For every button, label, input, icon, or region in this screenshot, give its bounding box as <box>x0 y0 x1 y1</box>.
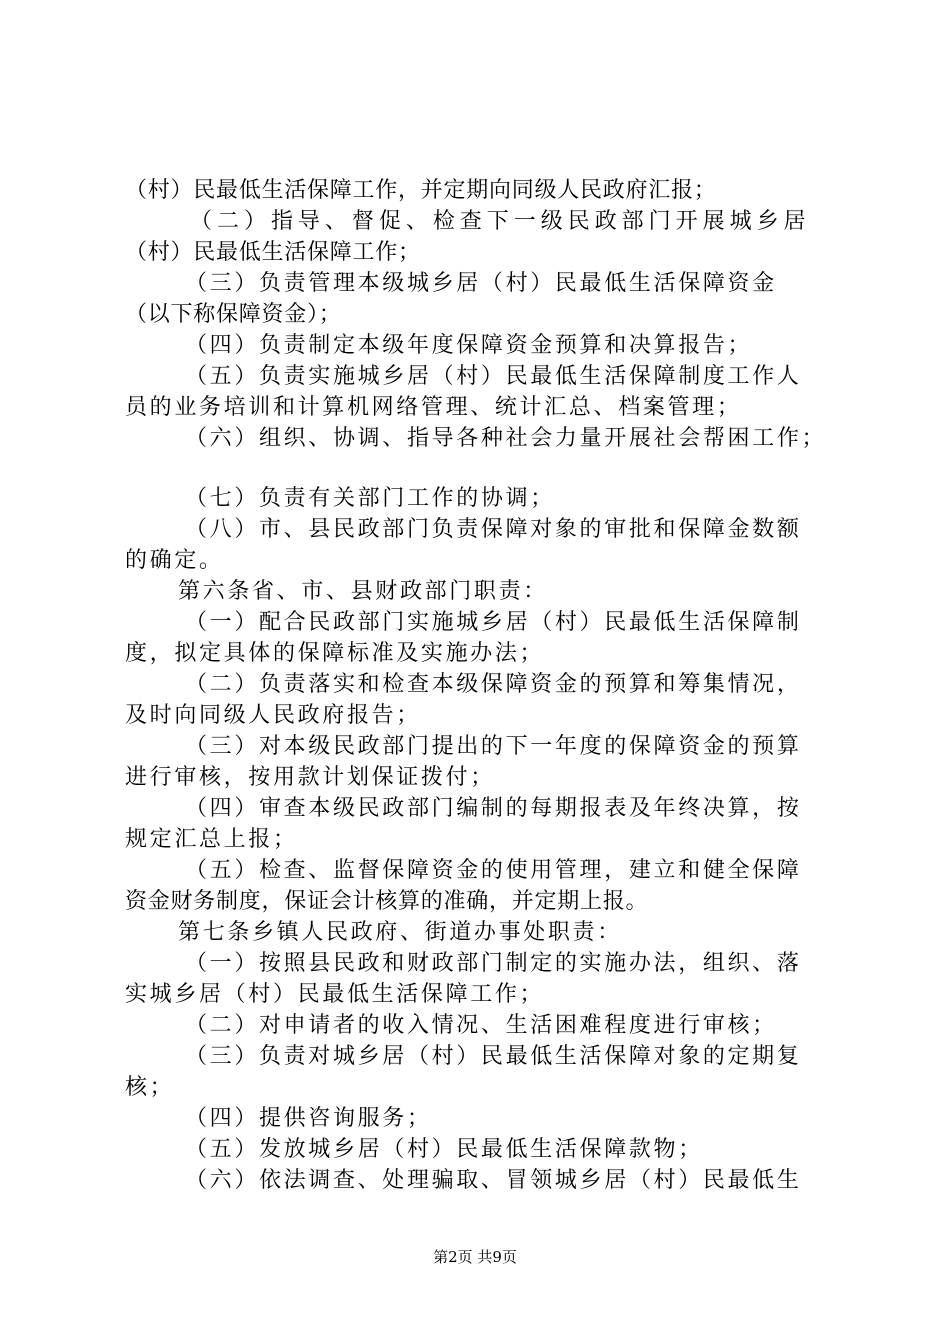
text-line: （六）组织、协调、指导各种社会力量开展社会帮困工作； <box>185 426 827 451</box>
text-line: （五）发放城乡居（村）民最低生活保障款物； <box>185 1137 703 1162</box>
text-line: 核； <box>125 1075 175 1100</box>
text-line: （一）按照县民政和财政部门制定的实施办法，组织、落 <box>185 951 802 976</box>
text-line: 规定汇总上报； <box>125 827 298 852</box>
section-heading: 第六条省、市、县财政部门职责： <box>178 579 548 604</box>
text-line: （四）负责制定本级年度保障资金预算和决算报告； <box>185 333 753 358</box>
text-line: 及时向同级人民政府报告； <box>125 703 421 728</box>
text-line: （二）指导、督促、检查下一级民政部门开展城乡居 <box>190 209 811 234</box>
text-line: （村）民最低生活保障工作； <box>125 240 421 265</box>
text-line: 资金财务制度，保证会计核算的准确，并定期上报。 <box>125 889 649 914</box>
text-line: （一）配合民政部门实施城乡居（村）民最低生活保障制 <box>185 610 802 635</box>
text-line: 员的业务培训和计算机网络管理、统计汇总、档案管理； <box>125 395 742 420</box>
page-number-footer: 第2页 共9页 <box>433 1248 517 1266</box>
text-line: （四）提供咨询服务； <box>185 1106 432 1131</box>
text-line: （村）民最低生活保障工作，并定期向同级人民政府汇报； <box>125 178 717 203</box>
text-line: （三）负责对城乡居（村）民最低生活保障对象的定期复 <box>185 1044 802 1069</box>
text-line: 的确定。 <box>125 548 224 573</box>
text-line: 进行审核，按用款计划保证拨付； <box>125 765 495 790</box>
text-line: （二）对申请者的收入情况、生活困难程度进行审核； <box>185 1013 777 1038</box>
text-line: （二）负责落实和检查本级保障资金的预算和筹集情况， <box>185 672 802 697</box>
text-line: （三）对本级民政部门提出的下一年度的保障资金的预算 <box>185 734 802 759</box>
text-line: （以下称保障资金）； <box>125 302 342 327</box>
text-line: （五）负责实施城乡居（村）民最低生活保障制度工作人 <box>185 364 802 389</box>
text-line: 实城乡居（村）民最低生活保障工作； <box>125 982 545 1007</box>
text-line: （七）负责有关部门工作的协调； <box>185 486 555 511</box>
text-line: （八）市、县民政部门负责保障对象的审批和保障金数额 <box>185 517 802 542</box>
section-heading: 第七条乡镇人民政府、街道办事处职责： <box>178 920 622 945</box>
text-line: 度，拟定具体的保障标准及实施办法； <box>125 641 545 666</box>
text-line: （五）检查、监督保障资金的使用管理，建立和健全保障 <box>185 858 802 883</box>
text-line: （四）审查本级民政部门编制的每期报表及年终决算，按 <box>185 796 802 821</box>
text-line: （三）负责管理本级城乡居（村）民最低生活保障资金 <box>185 271 777 296</box>
text-line: （六）依法调查、处理骗取、冒领城乡居（村）民最低生 <box>185 1168 802 1193</box>
